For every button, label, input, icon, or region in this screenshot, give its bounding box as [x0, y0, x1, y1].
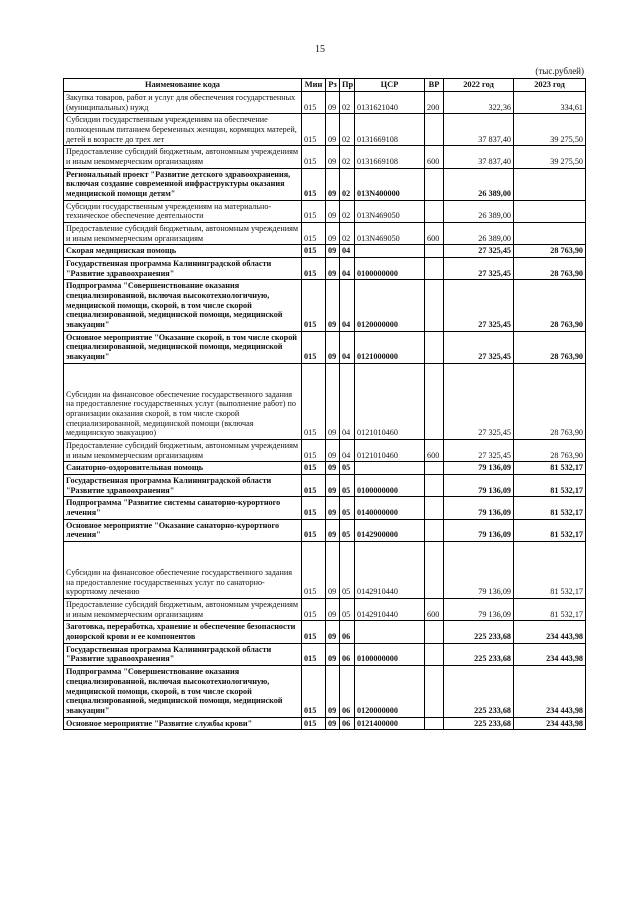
cell-pr: 06 — [340, 717, 355, 730]
cell-min: 015 — [302, 363, 326, 439]
table-row — [64, 717, 586, 730]
budget-table — [63, 78, 586, 730]
cell-min: 015 — [302, 542, 326, 599]
cell-rz: 09 — [326, 146, 340, 168]
table-row — [64, 621, 586, 643]
cell-2023: 28 763,90 — [514, 257, 586, 279]
cell-2023: 28 763,90 — [514, 440, 586, 462]
cell-pr: 06 — [340, 621, 355, 643]
cell-vr — [425, 621, 444, 643]
cell-min: 015 — [302, 599, 326, 621]
header-csr: ЦСР — [355, 79, 425, 92]
cell-min: 015 — [302, 222, 326, 244]
cell-pr: 04 — [340, 280, 355, 331]
cell-csr: 0121400000 — [355, 717, 425, 730]
cell-pr: 02 — [340, 222, 355, 244]
cell-min: 015 — [302, 280, 326, 331]
cell-vr — [425, 475, 444, 497]
cell-2023: 234 443,98 — [514, 717, 586, 730]
table-row — [64, 168, 586, 200]
cell-name: Основное мероприятие "Развитие службы крови" — [64, 717, 302, 730]
table-row — [64, 363, 586, 439]
cell-rz: 09 — [326, 599, 340, 621]
cell-2022: 37 837,40 — [444, 146, 514, 168]
cell-vr: 600 — [425, 222, 444, 244]
cell-pr: 02 — [340, 114, 355, 146]
cell-2023 — [514, 200, 586, 222]
cell-vr: 600 — [425, 599, 444, 621]
table-row — [64, 222, 586, 244]
table-row — [64, 257, 586, 279]
table-row — [64, 245, 586, 258]
cell-2023: 334,61 — [514, 91, 586, 113]
table-row — [64, 519, 586, 541]
table-row — [64, 200, 586, 222]
cell-2022: 37 837,40 — [444, 114, 514, 146]
cell-min: 015 — [302, 114, 326, 146]
header-name: Наименование кода — [64, 79, 302, 92]
cell-2022: 225 233,68 — [444, 643, 514, 665]
cell-name: Подпрограмма "Совершенствование оказания специализированной, включая высокотехнологичную, медицинской помощи, скорой, в том числе скорой специализированной, медицинской помощи, медицинской эвакуации" — [64, 666, 302, 717]
cell-name: Государственная программа Калининградской области "Развитие здравоохранения" — [64, 475, 302, 497]
cell-2023: 39 275,50 — [514, 146, 586, 168]
cell-vr — [425, 200, 444, 222]
table-row — [64, 475, 586, 497]
cell-vr: 600 — [425, 440, 444, 462]
cell-rz: 09 — [326, 257, 340, 279]
cell-rz: 09 — [326, 717, 340, 730]
cell-2023: 81 532,17 — [514, 462, 586, 475]
cell-vr — [425, 363, 444, 439]
cell-name: Закупка товаров, работ и услуг для обеспечения государственных (муниципальных) нужд — [64, 91, 302, 113]
table-row — [64, 91, 586, 113]
table-row — [64, 643, 586, 665]
cell-min: 015 — [302, 245, 326, 258]
table-row — [64, 146, 586, 168]
cell-2022: 79 136,09 — [444, 462, 514, 475]
cell-name: Субсидии на финансовое обеспечение государственного задания на предоставление государственных услуг по санаторно-курортному лечению — [64, 542, 302, 599]
cell-min: 015 — [302, 462, 326, 475]
cell-rz: 09 — [326, 168, 340, 200]
cell-csr: 0142910440 — [355, 599, 425, 621]
cell-csr — [355, 621, 425, 643]
cell-name: Субсидии государственным учреждениям на материально-техническое обеспечение деятельности — [64, 200, 302, 222]
cell-2022: 225 233,68 — [444, 717, 514, 730]
cell-vr — [425, 257, 444, 279]
cell-min: 015 — [302, 331, 326, 363]
cell-rz: 09 — [326, 621, 340, 643]
cell-csr: 0120000000 — [355, 666, 425, 717]
cell-2022: 27 325,45 — [444, 440, 514, 462]
cell-min: 015 — [302, 168, 326, 200]
cell-vr — [425, 280, 444, 331]
cell-vr — [425, 717, 444, 730]
cell-pr: 02 — [340, 168, 355, 200]
cell-min: 015 — [302, 475, 326, 497]
cell-csr — [355, 462, 425, 475]
cell-2022: 26 389,00 — [444, 222, 514, 244]
cell-csr: 0121010460 — [355, 363, 425, 439]
cell-pr: 04 — [340, 331, 355, 363]
cell-rz: 09 — [326, 519, 340, 541]
cell-name: Субсидии государственным учреждениям на обеспечение полноценным питанием беременных женщин, кормящих матерей, детей в возрасте до трех лет — [64, 114, 302, 146]
cell-min: 015 — [302, 146, 326, 168]
cell-vr — [425, 519, 444, 541]
cell-2023 — [514, 168, 586, 200]
cell-min: 015 — [302, 717, 326, 730]
cell-rz: 09 — [326, 91, 340, 113]
cell-vr — [425, 462, 444, 475]
cell-2023: 234 443,98 — [514, 643, 586, 665]
cell-2023: 28 763,90 — [514, 331, 586, 363]
units-label: (тыс.рублей) — [535, 66, 584, 76]
table-row — [64, 542, 586, 599]
cell-pr: 05 — [340, 542, 355, 599]
cell-min: 015 — [302, 497, 326, 519]
cell-csr: 0100000000 — [355, 643, 425, 665]
cell-rz: 09 — [326, 114, 340, 146]
cell-pr: 06 — [340, 666, 355, 717]
cell-csr: 013N469050 — [355, 222, 425, 244]
cell-2022: 322,36 — [444, 91, 514, 113]
cell-vr — [425, 643, 444, 665]
cell-pr: 05 — [340, 475, 355, 497]
cell-name: Субсидии на финансовое обеспечение государственного задания на предоставление государственных услуг (выполнение работ) по организации оказания скорой, в том числе скорой специализированной, медицинской помощи (включая медицинскую эвакуацию) — [64, 363, 302, 439]
cell-2022: 27 325,45 — [444, 245, 514, 258]
cell-rz: 09 — [326, 440, 340, 462]
cell-name: Региональный проект "Развитие детского здравоохранения, включая создание современной инфраструктуры оказания медицинской помощи детям" — [64, 168, 302, 200]
cell-vr: 200 — [425, 91, 444, 113]
table-row — [64, 280, 586, 331]
cell-csr: 0100000000 — [355, 257, 425, 279]
cell-2022: 26 389,00 — [444, 168, 514, 200]
cell-name: Подпрограмма "Развитие системы санаторно-курортного лечения" — [64, 497, 302, 519]
cell-pr: 05 — [340, 599, 355, 621]
cell-vr — [425, 114, 444, 146]
cell-name: Предоставление субсидий бюджетным, автономным учреждениям и иным некоммерческим организациям — [64, 146, 302, 168]
table-row — [64, 114, 586, 146]
cell-rz: 09 — [326, 245, 340, 258]
cell-2022: 26 389,00 — [444, 200, 514, 222]
cell-vr — [425, 245, 444, 258]
header-pr: Пр — [340, 79, 355, 92]
cell-name: Государственная программа Калининградской области "Развитие здравоохранения" — [64, 257, 302, 279]
cell-rz: 09 — [326, 643, 340, 665]
cell-csr: 0131669108 — [355, 146, 425, 168]
cell-csr: 0131621040 — [355, 91, 425, 113]
header-rz: Рз — [326, 79, 340, 92]
cell-rz: 09 — [326, 200, 340, 222]
cell-name: Предоставление субсидий бюджетным, автономным учреждениям и иным некоммерческим организациям — [64, 222, 302, 244]
header-min: Мин — [302, 79, 326, 92]
cell-vr — [425, 497, 444, 519]
table-row — [64, 497, 586, 519]
table-row — [64, 599, 586, 621]
cell-2023: 81 532,17 — [514, 475, 586, 497]
cell-rz: 09 — [326, 280, 340, 331]
cell-vr — [425, 331, 444, 363]
cell-pr: 04 — [340, 440, 355, 462]
table-row — [64, 331, 586, 363]
cell-2023: 39 275,50 — [514, 114, 586, 146]
cell-min: 015 — [302, 200, 326, 222]
cell-rz: 09 — [326, 363, 340, 439]
cell-vr — [425, 666, 444, 717]
cell-2023: 81 532,17 — [514, 497, 586, 519]
cell-rz: 09 — [326, 475, 340, 497]
cell-2022: 225 233,68 — [444, 666, 514, 717]
cell-rz: 09 — [326, 222, 340, 244]
header-2022: 2022 год — [444, 79, 514, 92]
cell-min: 015 — [302, 621, 326, 643]
cell-min: 015 — [302, 643, 326, 665]
cell-min: 015 — [302, 91, 326, 113]
cell-min: 015 — [302, 666, 326, 717]
cell-2023: 81 532,17 — [514, 542, 586, 599]
cell-csr: 0121010460 — [355, 440, 425, 462]
table-row — [64, 462, 586, 475]
cell-pr: 05 — [340, 497, 355, 519]
cell-2022: 27 325,45 — [444, 331, 514, 363]
cell-2023: 28 763,90 — [514, 280, 586, 331]
cell-pr: 02 — [340, 200, 355, 222]
page-number: 15 — [315, 44, 325, 55]
cell-name: Скорая медицинская помощь — [64, 245, 302, 258]
cell-csr: 0140000000 — [355, 497, 425, 519]
cell-name: Санаторно-оздоровительная помощь — [64, 462, 302, 475]
cell-csr: 013N400000 — [355, 168, 425, 200]
cell-2022: 27 325,45 — [444, 363, 514, 439]
cell-name: Основное мероприятие "Оказание санаторно-курортного лечения" — [64, 519, 302, 541]
cell-rz: 09 — [326, 497, 340, 519]
cell-rz: 09 — [326, 542, 340, 599]
cell-vr — [425, 542, 444, 599]
cell-2022: 225 233,68 — [444, 621, 514, 643]
table-header-row — [64, 79, 586, 92]
table-row — [64, 666, 586, 717]
cell-min: 015 — [302, 440, 326, 462]
cell-pr: 04 — [340, 257, 355, 279]
cell-2022: 79 136,09 — [444, 519, 514, 541]
cell-rz: 09 — [326, 666, 340, 717]
cell-pr: 05 — [340, 519, 355, 541]
cell-name: Предоставление субсидий бюджетным, автономным учреждениям и иным некоммерческим организациям — [64, 599, 302, 621]
cell-csr: 0142900000 — [355, 519, 425, 541]
cell-csr: 0120000000 — [355, 280, 425, 331]
cell-name: Основное мероприятие "Оказание скорой, в том числе скорой специализированной, медицинской помощи, медицинской эвакуации" — [64, 331, 302, 363]
cell-pr: 06 — [340, 643, 355, 665]
cell-name: Государственная программа Калининградской области "Развитие здравоохранения" — [64, 643, 302, 665]
cell-2022: 27 325,45 — [444, 280, 514, 331]
cell-2023: 81 532,17 — [514, 599, 586, 621]
cell-csr: 0100000000 — [355, 475, 425, 497]
cell-vr: 600 — [425, 146, 444, 168]
cell-name: Заготовка, переработка, хранение и обеспечение безопасности донорской крови и ее компонентов — [64, 621, 302, 643]
cell-min: 015 — [302, 257, 326, 279]
cell-2023 — [514, 222, 586, 244]
cell-csr: 013N469050 — [355, 200, 425, 222]
table-row — [64, 440, 586, 462]
cell-name: Предоставление субсидий бюджетным, автономным учреждениям и иным некоммерческим организациям — [64, 440, 302, 462]
cell-rz: 09 — [326, 331, 340, 363]
cell-pr: 02 — [340, 91, 355, 113]
cell-2023: 28 763,90 — [514, 363, 586, 439]
cell-min: 015 — [302, 519, 326, 541]
cell-pr: 05 — [340, 462, 355, 475]
cell-rz: 09 — [326, 462, 340, 475]
cell-pr: 04 — [340, 363, 355, 439]
cell-2022: 79 136,09 — [444, 475, 514, 497]
cell-csr: 0142910440 — [355, 542, 425, 599]
cell-name: Подпрограмма "Совершенствование оказания специализированной, включая высокотехнологичную, медицинской помощи, скорой, в том числе скорой специализированной, медицинской помощи, медицинской эвакуации" — [64, 280, 302, 331]
cell-pr: 02 — [340, 146, 355, 168]
cell-csr: 0121000000 — [355, 331, 425, 363]
cell-2023: 234 443,98 — [514, 621, 586, 643]
cell-2022: 79 136,09 — [444, 599, 514, 621]
cell-2023: 81 532,17 — [514, 519, 586, 541]
cell-2022: 79 136,09 — [444, 542, 514, 599]
cell-csr — [355, 245, 425, 258]
cell-2022: 27 325,45 — [444, 257, 514, 279]
cell-2022: 79 136,09 — [444, 497, 514, 519]
cell-2023: 28 763,90 — [514, 245, 586, 258]
header-2023: 2023 год — [514, 79, 586, 92]
cell-2023: 234 443,98 — [514, 666, 586, 717]
cell-pr: 04 — [340, 245, 355, 258]
cell-vr — [425, 168, 444, 200]
header-vr: ВР — [425, 79, 444, 92]
table-body — [64, 91, 586, 729]
cell-csr: 0131669108 — [355, 114, 425, 146]
